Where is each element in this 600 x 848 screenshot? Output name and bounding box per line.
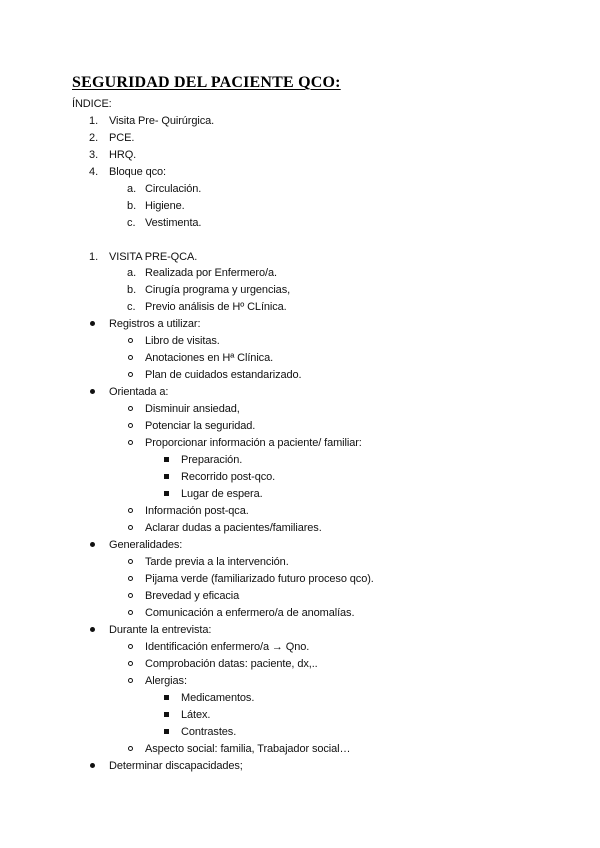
bullet-item: Comprobación datas: paciente, dx,..: [145, 658, 318, 670]
bullet-circle: [128, 440, 133, 445]
list-marker: a.: [127, 267, 137, 279]
bullet-heading: Durante la entrevista:: [109, 624, 212, 636]
bullet-subitem: Contrastes.: [181, 726, 237, 738]
bullet-circle: [128, 423, 133, 428]
bullet-item: Aclarar dudas a pacientes/familiares.: [145, 522, 322, 534]
bullet-circle: [128, 661, 133, 666]
bullet-item: Información post-qca.: [145, 505, 249, 517]
list-marker: a.: [127, 183, 137, 195]
bullet-item: Brevedad y eficacia: [145, 590, 240, 602]
section-heading: VISITA PRE-QCA.: [109, 251, 198, 263]
bullet-square: [164, 729, 169, 734]
bullet-circle: [128, 508, 133, 513]
bullet-dot: [90, 321, 95, 326]
bullet-subitem: Recorrido post-qco.: [181, 471, 276, 483]
bullet-circle: [128, 576, 133, 581]
bullet-circle: [128, 559, 133, 564]
bullet-subitem: Látex.: [181, 709, 211, 721]
index-item: PCE.: [109, 132, 135, 144]
bullet-circle: [128, 525, 133, 530]
list-marker: 3.: [89, 149, 99, 161]
bullet-square: [164, 457, 169, 462]
list-marker: 2.: [89, 132, 99, 144]
bullet-circle: [128, 610, 133, 615]
bullet-item: Libro de visitas.: [145, 335, 220, 347]
list-marker: 1.: [89, 251, 99, 263]
bullet-circle: [128, 338, 133, 343]
bullet-heading: Orientada a:: [109, 386, 169, 398]
bullet-item: Proporcionar información a paciente/ familiar:: [145, 437, 362, 449]
list-marker: 4.: [89, 166, 99, 178]
list-marker: c.: [127, 301, 136, 313]
bullet-dot: [90, 763, 95, 768]
bullet-dot: [90, 627, 95, 632]
bullet-dot: [90, 542, 95, 547]
bullet-dot: [90, 389, 95, 394]
index-item: Visita Pre- Quirúrgica.: [109, 115, 215, 127]
page-title: SEGURIDAD DEL PACIENTE QCO:: [72, 74, 341, 91]
index-subitem: Higiene.: [145, 200, 185, 212]
section-subitem: Cirugía programa y urgencias,: [145, 284, 291, 296]
bullet-subitem: Medicamentos.: [181, 692, 255, 704]
list-marker: c.: [127, 217, 136, 229]
bullet-circle: [128, 406, 133, 411]
bullet-square: [164, 695, 169, 700]
bullet-heading: Registros a utilizar:: [109, 318, 201, 330]
bullet-item: Pijama verde (familiarizado futuro proceso qco).: [145, 573, 374, 585]
bullet-item: Plan de cuidados estandarizado.: [145, 369, 302, 381]
bullet-item: Comunicación a enfermero/a de anomalías.: [145, 607, 355, 619]
bullet-item: Tarde previa a la intervención.: [145, 556, 289, 568]
bullet-item: Identificación enfermero/a → Qno.: [145, 641, 310, 653]
bullet-circle: [128, 593, 133, 598]
bullet-heading: Generalidades:: [109, 539, 183, 551]
index-item: HRQ.: [109, 149, 137, 161]
bullet-circle: [128, 746, 133, 751]
index-item: Bloque qco:: [109, 166, 166, 178]
index-subitem: Vestimenta.: [145, 217, 202, 229]
bullet-circle: [128, 372, 133, 377]
index-heading: ÍNDICE:: [72, 98, 112, 110]
bullet-item: Aspecto social: familia, Trabajador social…: [145, 743, 351, 755]
bullet-square: [164, 712, 169, 717]
bullet-heading: Determinar discapacidades;: [109, 760, 243, 772]
bullet-circle: [128, 644, 133, 649]
list-marker: 1.: [89, 115, 99, 127]
bullet-item: Alergias:: [145, 675, 187, 687]
section-subitem: Previo análisis de Hº CLínica.: [145, 301, 287, 313]
list-marker: b.: [127, 200, 137, 212]
bullet-subitem: Preparación.: [181, 454, 243, 466]
bullet-circle: [128, 355, 133, 360]
bullet-square: [164, 474, 169, 479]
section-subitem: Realizada por Enfermero/a.: [145, 267, 277, 279]
bullet-circle: [128, 678, 133, 683]
bullet-item: Potenciar la seguridad.: [145, 420, 256, 432]
bullet-item: Disminuir ansiedad,: [145, 403, 240, 415]
bullet-subitem: Lugar de espera.: [181, 488, 263, 500]
bullet-item: Anotaciones en Hª Clínica.: [145, 352, 274, 364]
index-subitem: Circulación.: [145, 183, 202, 195]
list-marker: b.: [127, 284, 137, 296]
bullet-square: [164, 491, 169, 496]
